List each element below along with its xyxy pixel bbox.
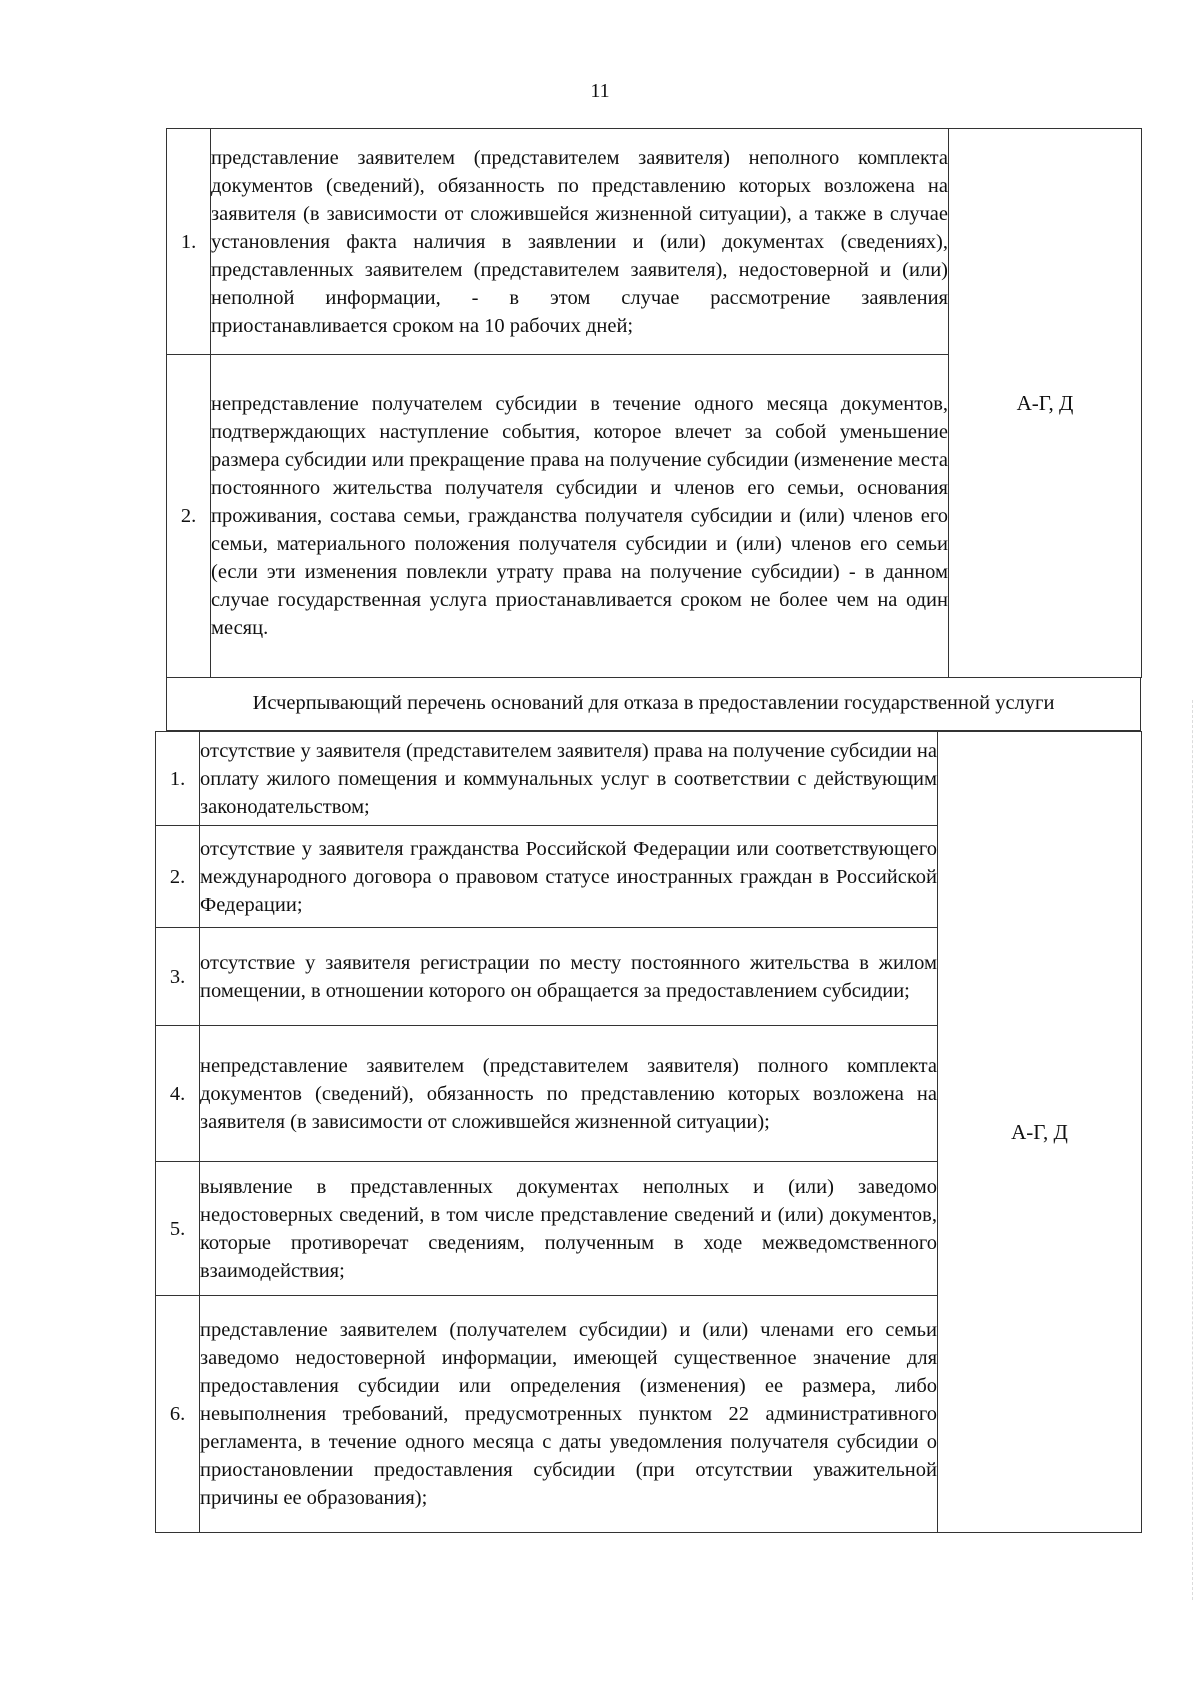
scan-margin-marks: [1192, 700, 1195, 1600]
row-text: выявление в представленных документах неполных и (или) заведомо недостоверных сведений, в том числе представление сведений и (или) документов, которые противоречат сведениям, полученным в ходе межведомственного взаимодействия;: [200, 1162, 938, 1296]
row-text: отсутствие у заявителя гражданства Российской Федерации или соответствующего международного договора о правовом статусе иностранных граждан в Российской Федерации;: [200, 826, 938, 928]
row-number: 2.: [167, 355, 211, 678]
row-number: 5.: [156, 1162, 200, 1296]
row-number: 2.: [156, 826, 200, 928]
row-text: представление заявителем (получателем субсидии) и (или) членами его семьи заведомо недостоверной информации, имеющей существенное значение для предоставления субсидии или определения (изменения) ее размера, либо невыполнения требований, предусмотренных пунктом 22 административного регламента, в течение одного месяца с даты уведомления получателя субсидии о приостановлении предоставления субсидии (при отсутствии уважительной причины ее образования);: [200, 1296, 938, 1533]
row-text: отсутствие у заявителя регистрации по месту постоянного жительства в жилом помещении, в отношении которого он обращается за предоставлением субсидии;: [200, 928, 938, 1026]
row-text: представление заявителем (представителем заявителя) неполного комплекта документов (сведений), обязанность по представлению которых возложена на заявителя (в зависимости от сложившейся жизненной ситуации), а также в случае установления факта наличия в заявлении и (или) документах (сведениях), представленных заявителем (представителем заявителя), недостоверной и (или) неполной информации, - в этом случае рассмотрение заявления приостанавливается сроком на 10 рабочих дней;: [211, 129, 949, 355]
page-number: 11: [590, 80, 610, 102]
row-number: 6.: [156, 1296, 200, 1533]
row-number: 1.: [156, 732, 200, 826]
procedure-code: [949, 129, 1142, 678]
row-text: непредставление заявителем (представителем заявителя) полного комплекта документов (сведений), обязанность по представлению которых возложена на заявителя (в зависимости от сложившейся жизненной ситуации);: [200, 1026, 938, 1162]
procedure-code-label: А-Г, Д: [1011, 1120, 1068, 1144]
suspension-grounds-table: [166, 128, 1142, 678]
row-number: 3.: [156, 928, 200, 1026]
row-number: 4.: [156, 1026, 200, 1162]
row-text: отсутствие у заявителя (представителем заявителя) права на получение субсидии на оплату жилого помещения и коммунальных услуг в соответствии с действующим законодательством;: [200, 732, 938, 826]
refusal-grounds-table: [155, 731, 1142, 1533]
row-text: непредставление получателем субсидии в течение одного месяца документов, подтверждающих наступление события, которое влечет за собой уменьшение размера субсидии или прекращение права на получение субсидии (изменение места постоянного жительства получателя субсидии и членов его семьи, основания проживания, состава семьи, гражданства получателя субсидии и (или) членов его семьи, материального положения получателя субсидии и (или) членов его семьи (если эти изменения повлекли утрату права на получение субсидии) - в данном случае государственная услуга приостанавливается сроком не более чем на один месяц.: [211, 355, 949, 678]
row-number: 1.: [167, 129, 211, 355]
procedure-code-label: А-Г, Д: [1016, 391, 1074, 415]
table-row: [167, 129, 1142, 355]
refusal-grounds-heading: Исчерпывающий перечень оснований для отказа в предоставлении государственной услуги: [166, 677, 1141, 731]
table-row: [156, 732, 1142, 826]
procedure-code: [938, 732, 1142, 1533]
